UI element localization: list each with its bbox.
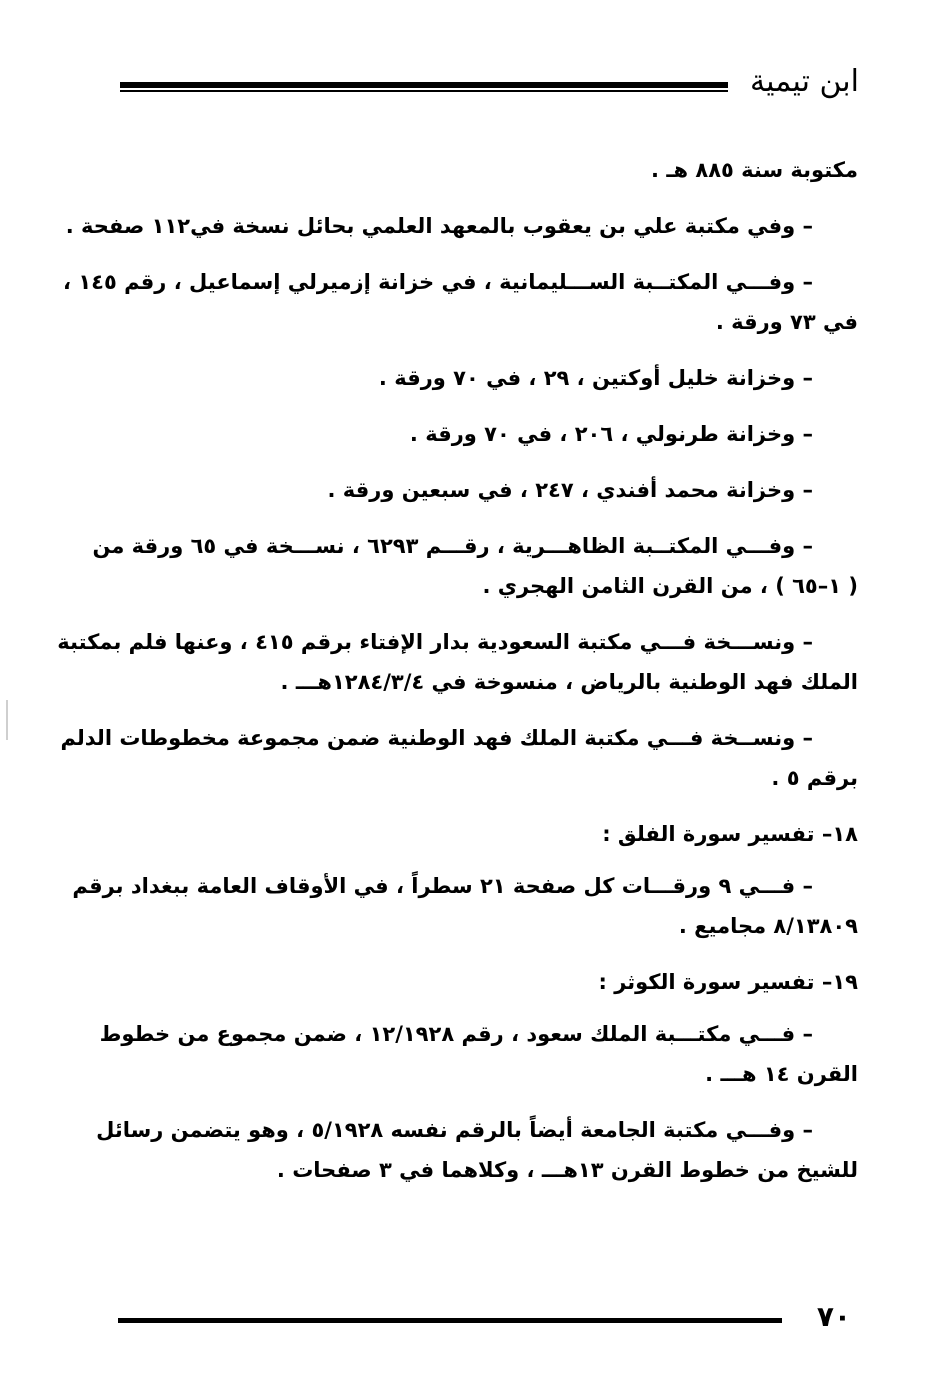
- text-line: برقم ٥ .: [771, 766, 858, 790]
- text-line: – ونســـخة فـــي مكتبة السعودية بدار الإفتاء برقم ٤١٥ ، وعنها فلم بمكتبة: [57, 630, 813, 654]
- paragraph-ali-library: [65, 206, 858, 246]
- paragraph-king-saud: [99, 1014, 858, 1094]
- text-line: – وفـــي المكتــبة الســـليمانية ، في خزانة إزميرلي إسماعيل ، رقم ١٤٥ ،: [63, 270, 813, 294]
- paragraph-zahiriyya: [92, 526, 858, 606]
- paragraph-saudi-ifta: [57, 622, 858, 702]
- text-line: للشيخ من خطوط القرن ١٣هـــ ، وكلاهما في ٣ صفحات .: [276, 1158, 858, 1182]
- header-rule-thick: [120, 82, 728, 88]
- text-line: مكتوبة سنة ٨٨٥ هـ .: [651, 158, 858, 182]
- text-line: في ٧٣ ورقة .: [715, 310, 858, 334]
- text-line: ٨/١٣٨٠٩ مجاميع .: [678, 914, 858, 938]
- text-line: – وخزانة خليل أوكتين ، ٢٩ ، في ٧٠ ورقة .: [378, 366, 813, 390]
- heading-line: ١٨– تفسير سورة الفلق :: [602, 822, 858, 846]
- paragraph-tarnouli: [118, 414, 858, 454]
- text-line: – وخزانة طرنولي ، ٢٠٦ ، في ٧٠ ورقة .: [409, 422, 813, 446]
- heading-line: ١٩– تفسير سورة الكوثر :: [598, 970, 858, 994]
- text-line: – وفـــي مكتبة الجامعة أيضاً بالرقم نفسه ٥/١٩٢٨ ، وهو يتضمن رسائل: [96, 1118, 813, 1142]
- text-line: – ونســخة فـــي مكتبة الملك فهد الوطنية ضمن مجموعة مخطوطات الدلم: [60, 726, 813, 750]
- header-double-rule: [120, 82, 728, 94]
- text-line: – وفي مكتبة علي بن يعقوب بالمعهد العلمي بحائل نسخة في١١٢ صفحة .: [65, 214, 813, 238]
- text-line: – فـــي مكتـــبة الملك سعود ، رقم ١٢/١٩٢٨ ، ضمن مجموع من خطوط: [99, 1022, 813, 1046]
- section-heading-18: [118, 814, 858, 854]
- paragraph-dated-copy: [118, 150, 858, 190]
- scan-edge-mark: [6, 700, 8, 740]
- paragraph-baghdad-awqaf: [72, 866, 858, 946]
- paragraph-king-fahd: [60, 718, 858, 798]
- text-line: – فـــي ٩ ورقـــات كل صفحة ٢١ سطراً ، في الأوقاف العامة ببغداد برقم: [72, 874, 813, 898]
- section-heading-19: [118, 962, 858, 1002]
- paragraph-khalil: [118, 358, 858, 398]
- paragraph-university-library: [96, 1110, 858, 1190]
- running-header-title: ابن تيمية: [750, 64, 859, 99]
- header-rule-thin: [120, 90, 728, 92]
- text-line: – وخزانة محمد أفندي ، ٢٤٧ ، في سبعين ورقة .: [327, 478, 813, 502]
- paragraph-sulaymaniyya: [63, 262, 858, 342]
- page-body: [57, 150, 858, 1206]
- text-line: – وفـــي المكتــبة الظاهـــرية ، رقـــم ٦٢٩٣ ، نســـخة في ٦٥ ورقة من: [92, 534, 813, 558]
- text-line: الملك فهد الوطنية بالرياض ، منسوخة في ١٢٨٤/٣/٤هـــ .: [280, 670, 858, 694]
- text-line: ( ١–٦٥ ) ، من القرن الثامن الهجري .: [482, 574, 858, 598]
- text-line: القرن ١٤ هـــ .: [705, 1062, 858, 1086]
- paragraph-muhammad-afandi: [118, 470, 858, 510]
- footer-rule: [118, 1318, 782, 1323]
- page-number: ٧٠: [816, 1300, 851, 1333]
